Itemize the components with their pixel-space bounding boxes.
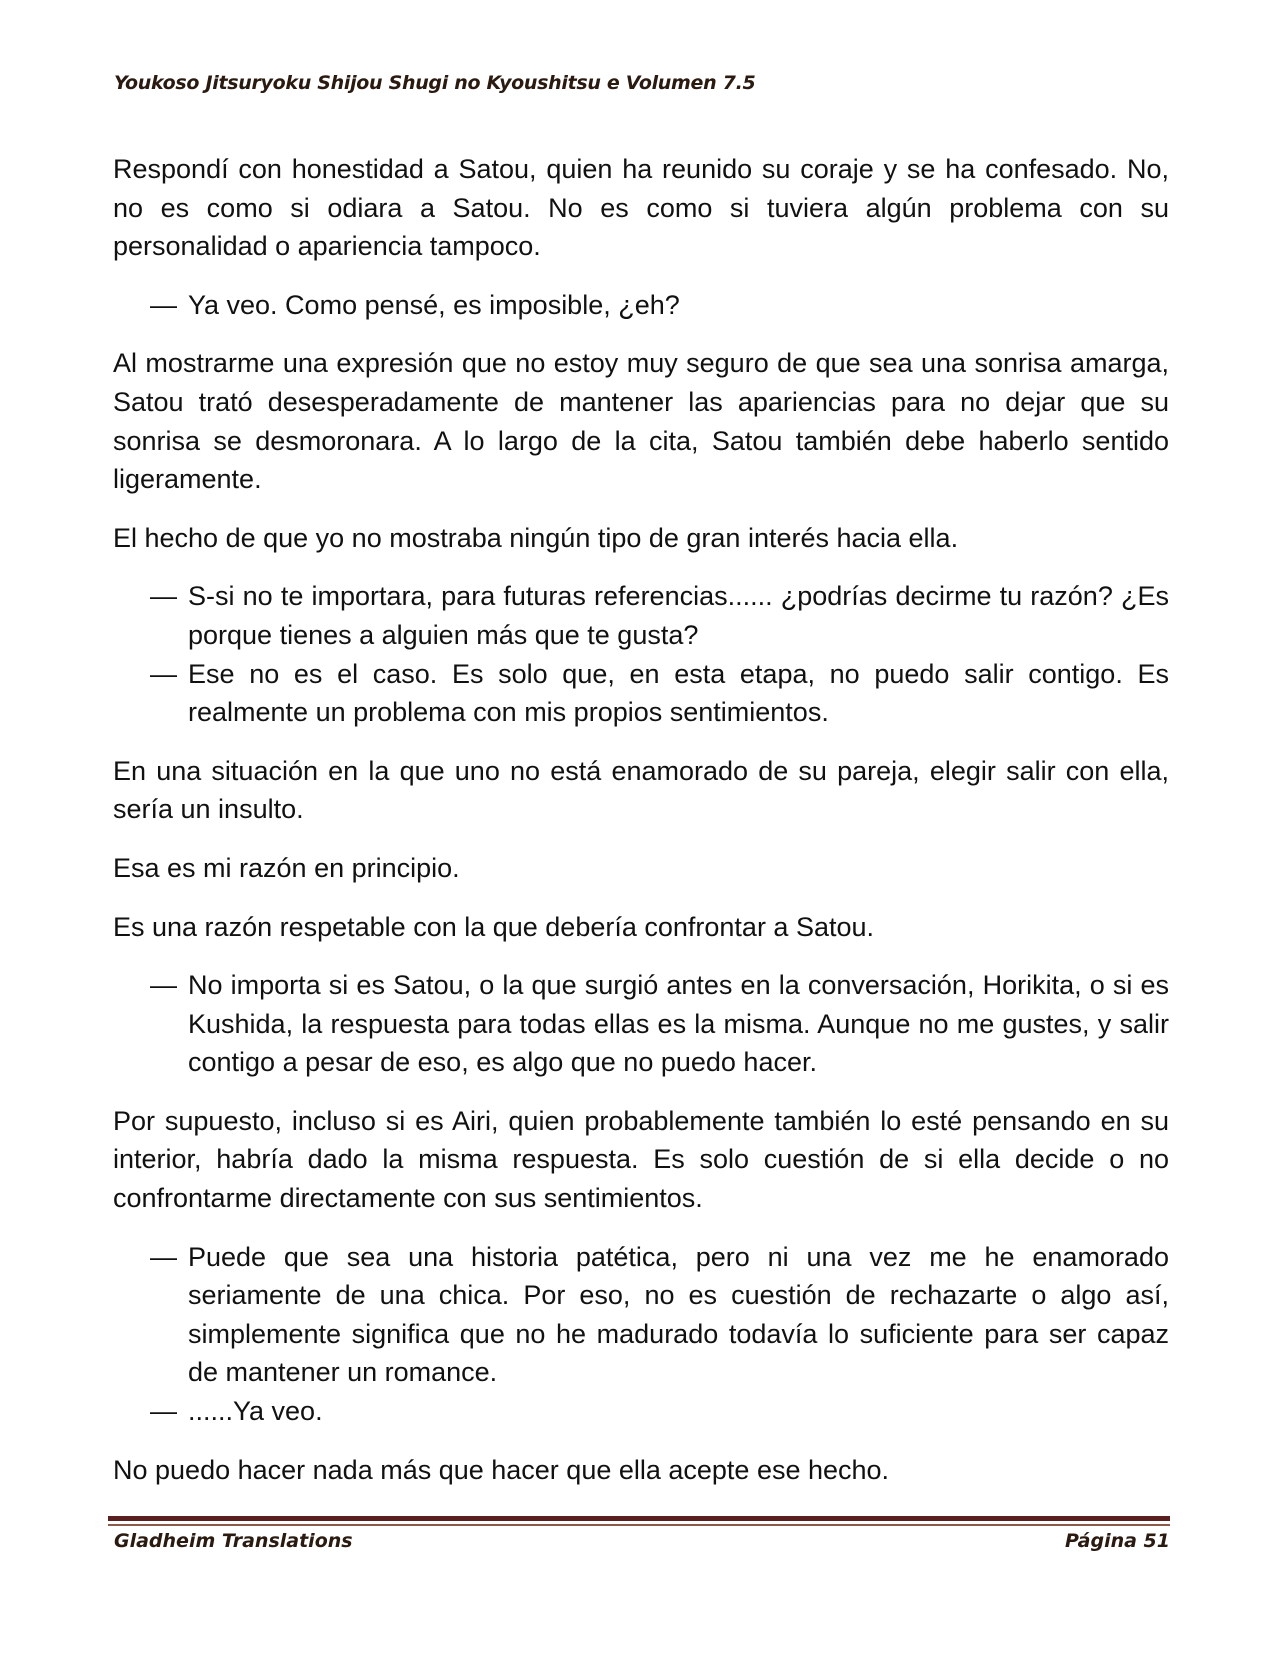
running-header: Youkoso Jitsuryoku Shijou Shugi no Kyoushitsu e Volumen 7.5 [114,72,756,94]
dialogue-text: Ese no es el caso. Es solo que, en esta etapa, no puedo salir contigo. Es realmente un problema con mis propios sentimientos. [188,658,1169,728]
dialogue-text: S-si no te importara, para futuras referencias...... ¿podrías decirme tu razón? ¿Es porque tienes a alguien más que te gusta? [188,581,1169,650]
body-paragraph: No puedo hacer nada más que hacer que ella acepte ese hecho. [113,1454,890,1485]
dialogue-text: ......Ya veo. [188,1396,323,1427]
body-paragraph: El hecho de que yo no mostraba ningún tipo de gran interés hacia ella. [113,522,959,553]
dialogue-text: No importa si es Satou, o la que surgió antes en la conversación, Horikita, o si es Kushida, la respuesta para todas ellas es la misma. Aunque no me gustes, y salir contigo a pesar de eso, es algo que no puedo hacer. [188,970,1169,1078]
dialogue-dash: — [150,1396,177,1427]
page-body [113,150,1169,1509]
body-paragraph: En una situación en la que uno no está enamorado de su pareja, elegir salir con ella, sería un insulto. [113,755,1169,825]
body-paragraph: Es una razón respetable con la que debería confrontar a Satou. [113,911,875,942]
dialogue-line [113,1238,1169,1392]
dialogue-block [113,966,1169,1082]
body-paragraph: Al mostrarme una expresión que no estoy muy seguro de que sea una sonrisa amarga, Satou trató desesperadamente de mantener las apariencias para no dejar que su sonrisa se desmoronara. A lo largo de la cita, Satou también debe haberlo sentido ligeramente. [113,348,1169,495]
dialogue-dash: — [150,581,177,612]
footer-translator: Gladheim Translations [114,1530,353,1552]
dialogue-block [113,1238,1169,1431]
dialogue-text: Puede que sea una historia patética, pero ni una vez me he enamorado seriamente de una chica. Por eso, no es cuestión de rechazarte o algo así, simplemente significa que no he madurado todavía lo suficiente para ser capaz de mantener un romance. [188,1241,1169,1388]
dialogue-dash: — [150,289,177,320]
dialogue-dash: — [150,970,177,1001]
dialogue-dash: — [150,1241,177,1272]
dialogue-block [113,577,1169,731]
dialogue-line [113,966,1169,1082]
dialogue-block [113,286,1169,325]
footer-rule-thin [108,1524,1170,1526]
footer-page-number: Página 51 [1064,1530,1170,1552]
body-paragraph: Esa es mi razón en principio. [113,852,460,883]
body-paragraph: Por supuesto, incluso si es Airi, quien probablemente también lo esté pensando en su interior, habría dado la misma respuesta. Es solo cuestión de si ella decide o no confrontarme directamente con sus sentimientos. [113,1105,1169,1214]
dialogue-dash: — [150,658,177,689]
footer-rule [108,1516,1170,1521]
dialogue-line [113,286,1169,325]
dialogue-line [113,1392,1169,1431]
dialogue-line [113,577,1169,654]
dialogue-text: Ya veo. Como pensé, es imposible, ¿eh? [188,289,680,320]
dialogue-line [113,655,1169,732]
body-paragraph: Respondí con honestidad a Satou, quien ha reunido su coraje y se ha confesado. No, no es como si odiara a Satou. No es como si tuviera algún problema con su personalidad o apariencia tampoco. [113,154,1169,262]
